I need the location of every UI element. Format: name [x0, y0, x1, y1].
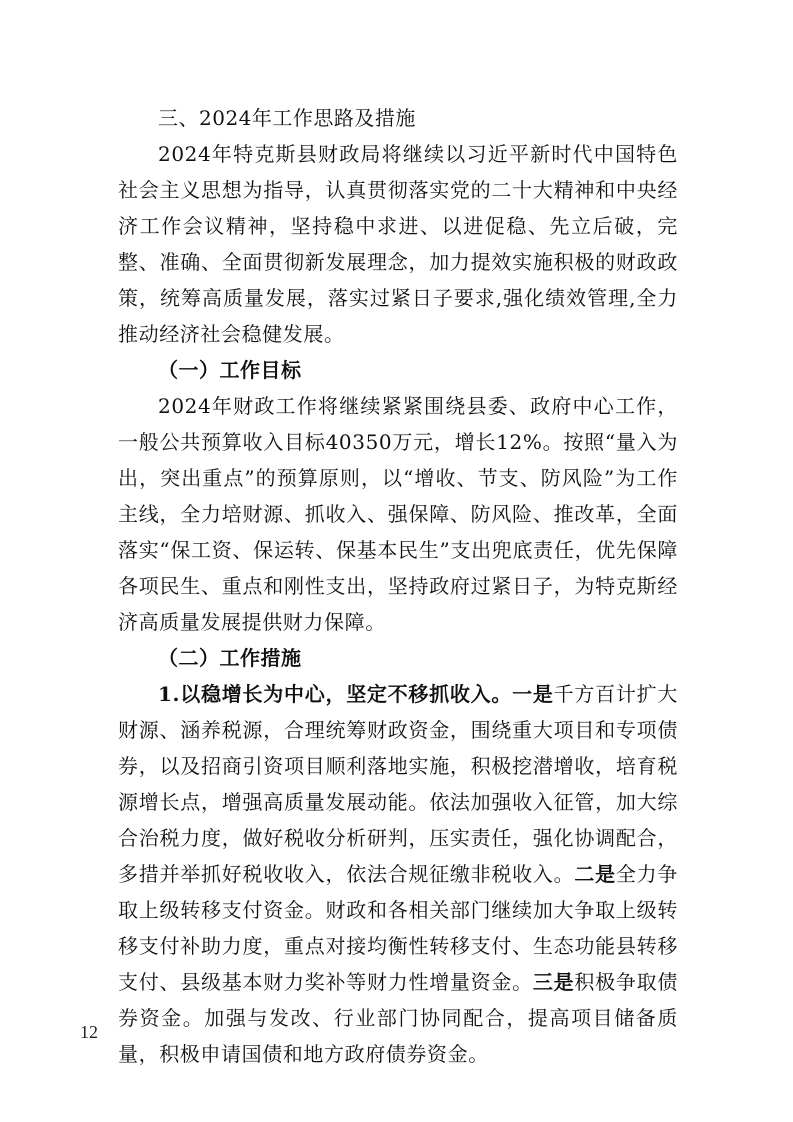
goals-paragraph: 2024年财政工作将继续紧紧围绕县委、政府中心工作，一般公共预算收入目标40350万元，增长12%。按照“量入为出，突出重点”的预算原则，以“增收、节支、防风险”为工作主线，全力培财源、抓收入、强保障、防风险、推改革，全面落实“保工资、保运转、保基本民生”支出兜底责任，优先保障各项民生、重点和刚性支出，坚持政府过紧日子，为特克斯经济高质量发展提供财力保障。	[118, 394, 678, 634]
subsection-heading-measures: （二）工作措施	[158, 646, 302, 670]
measure-label-third: 三是	[532, 970, 575, 994]
document-body	[118, 100, 678, 1072]
measure-text-first: 千方百计扩大财源、涵养税源，合理统筹财政资金，围绕重大项目和专项债券，以及招商引资项目顺利落地实施，积极挖潜增收，培育税源增长点，增强高质量发展动能。依法加强收入征管，加大综合治税力度，做好税收分析研判，压实责任，强化协调配合，多措并举抓好税收收入，依法合规征缴非税收入。	[118, 682, 679, 886]
measure-label-second: 二是	[574, 862, 616, 886]
measure-paragraph	[118, 676, 678, 1072]
intro-paragraph: 2024年特克斯县财政局将继续以习近平新时代中国特色社会主义思想为指导，认真贯彻落实党的二十大精神和中央经济工作会议精神，坚持稳中求进、以进促稳、先立后破，完整、准确、全面贯彻新发展理念，加力提效实施积极的财政政策，统筹高质量发展，落实过紧日子要求,强化绩效管理,全力推动经济社会稳健发展。	[118, 142, 678, 346]
measure-lead: 1.以稳增长为中心，坚定不移抓收入。	[158, 682, 513, 706]
page-number: 12	[80, 1022, 98, 1042]
measure-text-third: 积极争取债券资金。加强与发改、行业部门协同配合，提高项目储备质量，积极申请国债和地方政府债券资金。	[118, 970, 679, 1066]
measure-text-second: 全力争取上级转移支付资金。财政和各相关部门继续加大争取上级转移支付补助力度，重点对接均衡性转移支付、生态功能县转移支付、县级基本财力奖补等财力性增量资金。	[118, 862, 678, 994]
measure-label-first: 一是	[512, 682, 554, 706]
section-heading: 三、2024年工作思路及措施	[158, 106, 416, 130]
subsection-heading-goals: （一）工作目标	[158, 358, 302, 382]
